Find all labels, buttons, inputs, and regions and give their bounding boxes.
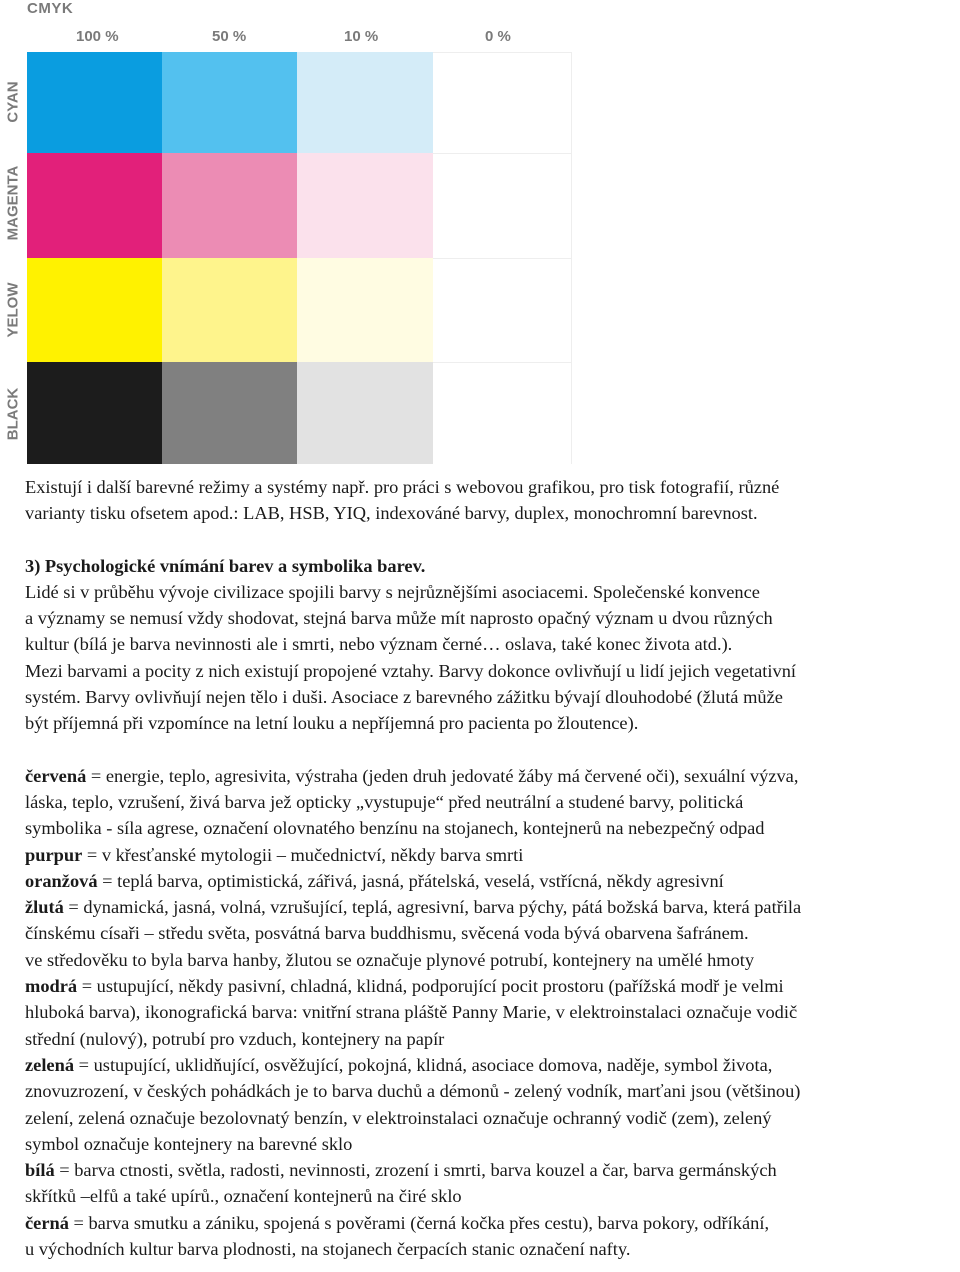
spacer — [25, 527, 955, 553]
row-label-magenta: MAGENTA — [4, 165, 22, 241]
color-description-line: ve středověku to byla barva hanby, žlutou se označuje plynové potrubí, kontejnery na umělé hmoty — [25, 949, 755, 970]
swatch-magenta-10 — [297, 153, 433, 258]
color-description: = barva smutku a zániku, spojená s pověrami (černá kočka přes cestu), barva pokory, odříkání, — [68, 1212, 770, 1233]
color-description: = v křesťanské mytologii – mučednictví, někdy barva smrti — [82, 844, 524, 865]
row-label-black: BLACK — [4, 387, 22, 441]
color-description-line: čínskému císaři – středu světa, posvátná barva buddhismu, svěcená voda bývá obarvena šafránem. — [25, 923, 749, 944]
color-term: modrá — [25, 976, 78, 997]
color-description-line: u východních kultur barva plodnosti, na stojanech čerpacích stanic označení nafty. — [25, 1239, 631, 1260]
color-entry — [25, 868, 955, 894]
color-description-line: láska, teplo, vzrušení, živá barva jež opticky „vystupuje“ před neutrální a studené barvy, politická — [25, 791, 744, 812]
swatch-yellow-0 — [433, 258, 572, 362]
swatch-cyan-50 — [162, 52, 297, 153]
color-term: žlutá — [25, 897, 64, 918]
color-description: = ustupující, někdy pasivní, chladná, klidná, podporující pocit prostoru (pařížská modř je velmi — [77, 976, 784, 997]
color-term: oranžová — [25, 870, 98, 891]
swatch-cyan-0 — [433, 52, 572, 153]
swatch-magenta-50 — [162, 153, 297, 258]
color-description-line: hluboká barva), ikonografická barva: vnitřní strana pláště Panny Marie, v elektroinstalaci označuje vodič — [25, 1002, 798, 1023]
swatch-cyan-100 — [27, 52, 162, 153]
swatch-black-10 — [297, 362, 433, 464]
color-description-line: symbolika - síla agrese, označení olovnatého benzínu na stojanech, kontejnerů na nebezpečný odpad — [25, 818, 765, 839]
color-term: purpur — [25, 844, 83, 865]
color-entry — [25, 1210, 955, 1236]
color-description: = energie, teplo, agresivita, výstraha (jeden druh jedovaté žáby má červené oči), sexuální výzva, — [86, 765, 799, 786]
color-term: bílá — [25, 1160, 55, 1181]
column-label-0: 0 % — [485, 28, 511, 45]
color-term: černá — [25, 1212, 69, 1233]
color-term: červená — [25, 765, 87, 786]
intro-line: Existují i další barevné režimy a systémy např. pro práci s webovou grafikou, pro tisk fotografií, různé — [25, 477, 780, 497]
row-label-yellow: YELOW — [4, 282, 22, 338]
section-heading: 3) Psychologické vnímání barev a symbolika barev. — [25, 555, 426, 576]
intro-line: varianty tisku ofsetem apod.: LAB, HSB, YIQ, indexováné barvy, duplex, monochromní barevnost. — [25, 503, 758, 524]
color-description-line: znovuzrození, v českých pohádkách je to barva duchů a démonů - zelený vodník, marťani jsou (většinou) — [25, 1081, 801, 1102]
figure-title: CMYK — [27, 0, 74, 17]
paragraph-line: být příjemná při vzpomínce na letní louku a nepříjemná pro pacienta po žloutence). — [25, 713, 639, 734]
paragraph-line: kultur (bílá je barva nevinnosti ale i smrti, nebo význam černé… oslava, také konec života atd.). — [25, 634, 733, 655]
color-description-line: střední (nulový), potrubí pro vzduch, kontejnery na papír — [25, 1028, 445, 1049]
color-entry — [25, 973, 955, 999]
swatch-yellow-50 — [162, 258, 297, 362]
row-label-cyan: CYAN — [4, 81, 22, 123]
color-description: = dynamická, jasná, volná, vzrušující, teplá, agresivní, barva pýchy, pátá božská barva, která patřila — [63, 897, 802, 918]
paragraph-line: Lidé si v průběhu vývoje civilizace spojili barvy s nejrůznějšími asociacemi. Společenské konvence — [25, 581, 760, 602]
swatch-yellow-10 — [297, 258, 433, 362]
color-description-line: skřítků –elfů a také upírů., označení kontejnerů na čiré sklo — [25, 1186, 462, 1207]
paragraph-line: systém. Barvy ovlivňují nejen tělo i duši. Asociace z barevného zážitku bývají dlouhodobé (žlutá může — [25, 687, 783, 708]
spacer — [25, 737, 955, 763]
swatch-magenta-0 — [433, 153, 572, 258]
color-entry — [25, 1157, 955, 1183]
swatch-yellow-100 — [27, 258, 162, 362]
swatch-black-100 — [27, 362, 162, 464]
color-description: = barva ctnosti, světla, radosti, nevinnosti, zrození i smrti, barva kouzel a čar, barva germánských — [54, 1160, 777, 1181]
color-entry — [25, 763, 955, 789]
column-label-100: 100 % — [76, 28, 119, 45]
swatch-magenta-100 — [27, 153, 162, 258]
color-meanings-list — [25, 763, 955, 1263]
color-description: = ustupující, uklidňující, osvěžující, pokojná, klidná, asociace domova, naděje, symbol života, — [74, 1054, 773, 1075]
color-description-line: symbol označuje kontejnery na barevné sklo — [25, 1133, 353, 1154]
color-description: = teplá barva, optimistická, zářivá, jasná, přátelská, veselá, vstřícná, někdy agresivní — [97, 870, 724, 891]
paragraph-line: a významy se nemusí vždy shodovat, stejná barva může mít naprosto opačný význam u dvou různých — [25, 608, 773, 629]
column-label-10: 10 % — [344, 28, 379, 45]
color-entry — [25, 894, 955, 920]
swatch-black-0 — [433, 362, 572, 464]
column-label-50: 50 % — [212, 28, 247, 45]
section-paragraph — [25, 579, 955, 737]
color-entry — [25, 1052, 955, 1078]
cmyk-figure — [0, 0, 572, 466]
text-body — [25, 474, 955, 1262]
color-term: zelená — [25, 1054, 75, 1075]
color-description-line: zelení, zelená označuje bezolovnatý benzín, v elektroinstalaci označuje ochranný vodič (zem), zelený — [25, 1107, 772, 1128]
paragraph-line: Mezi barvami a pocity z nich existují propojené vztahy. Barvy dokonce ovlivňují u lidí jejich vegetativní — [25, 660, 797, 681]
color-entry — [25, 842, 955, 868]
swatch-cyan-10 — [297, 52, 433, 153]
swatch-black-50 — [162, 362, 297, 464]
